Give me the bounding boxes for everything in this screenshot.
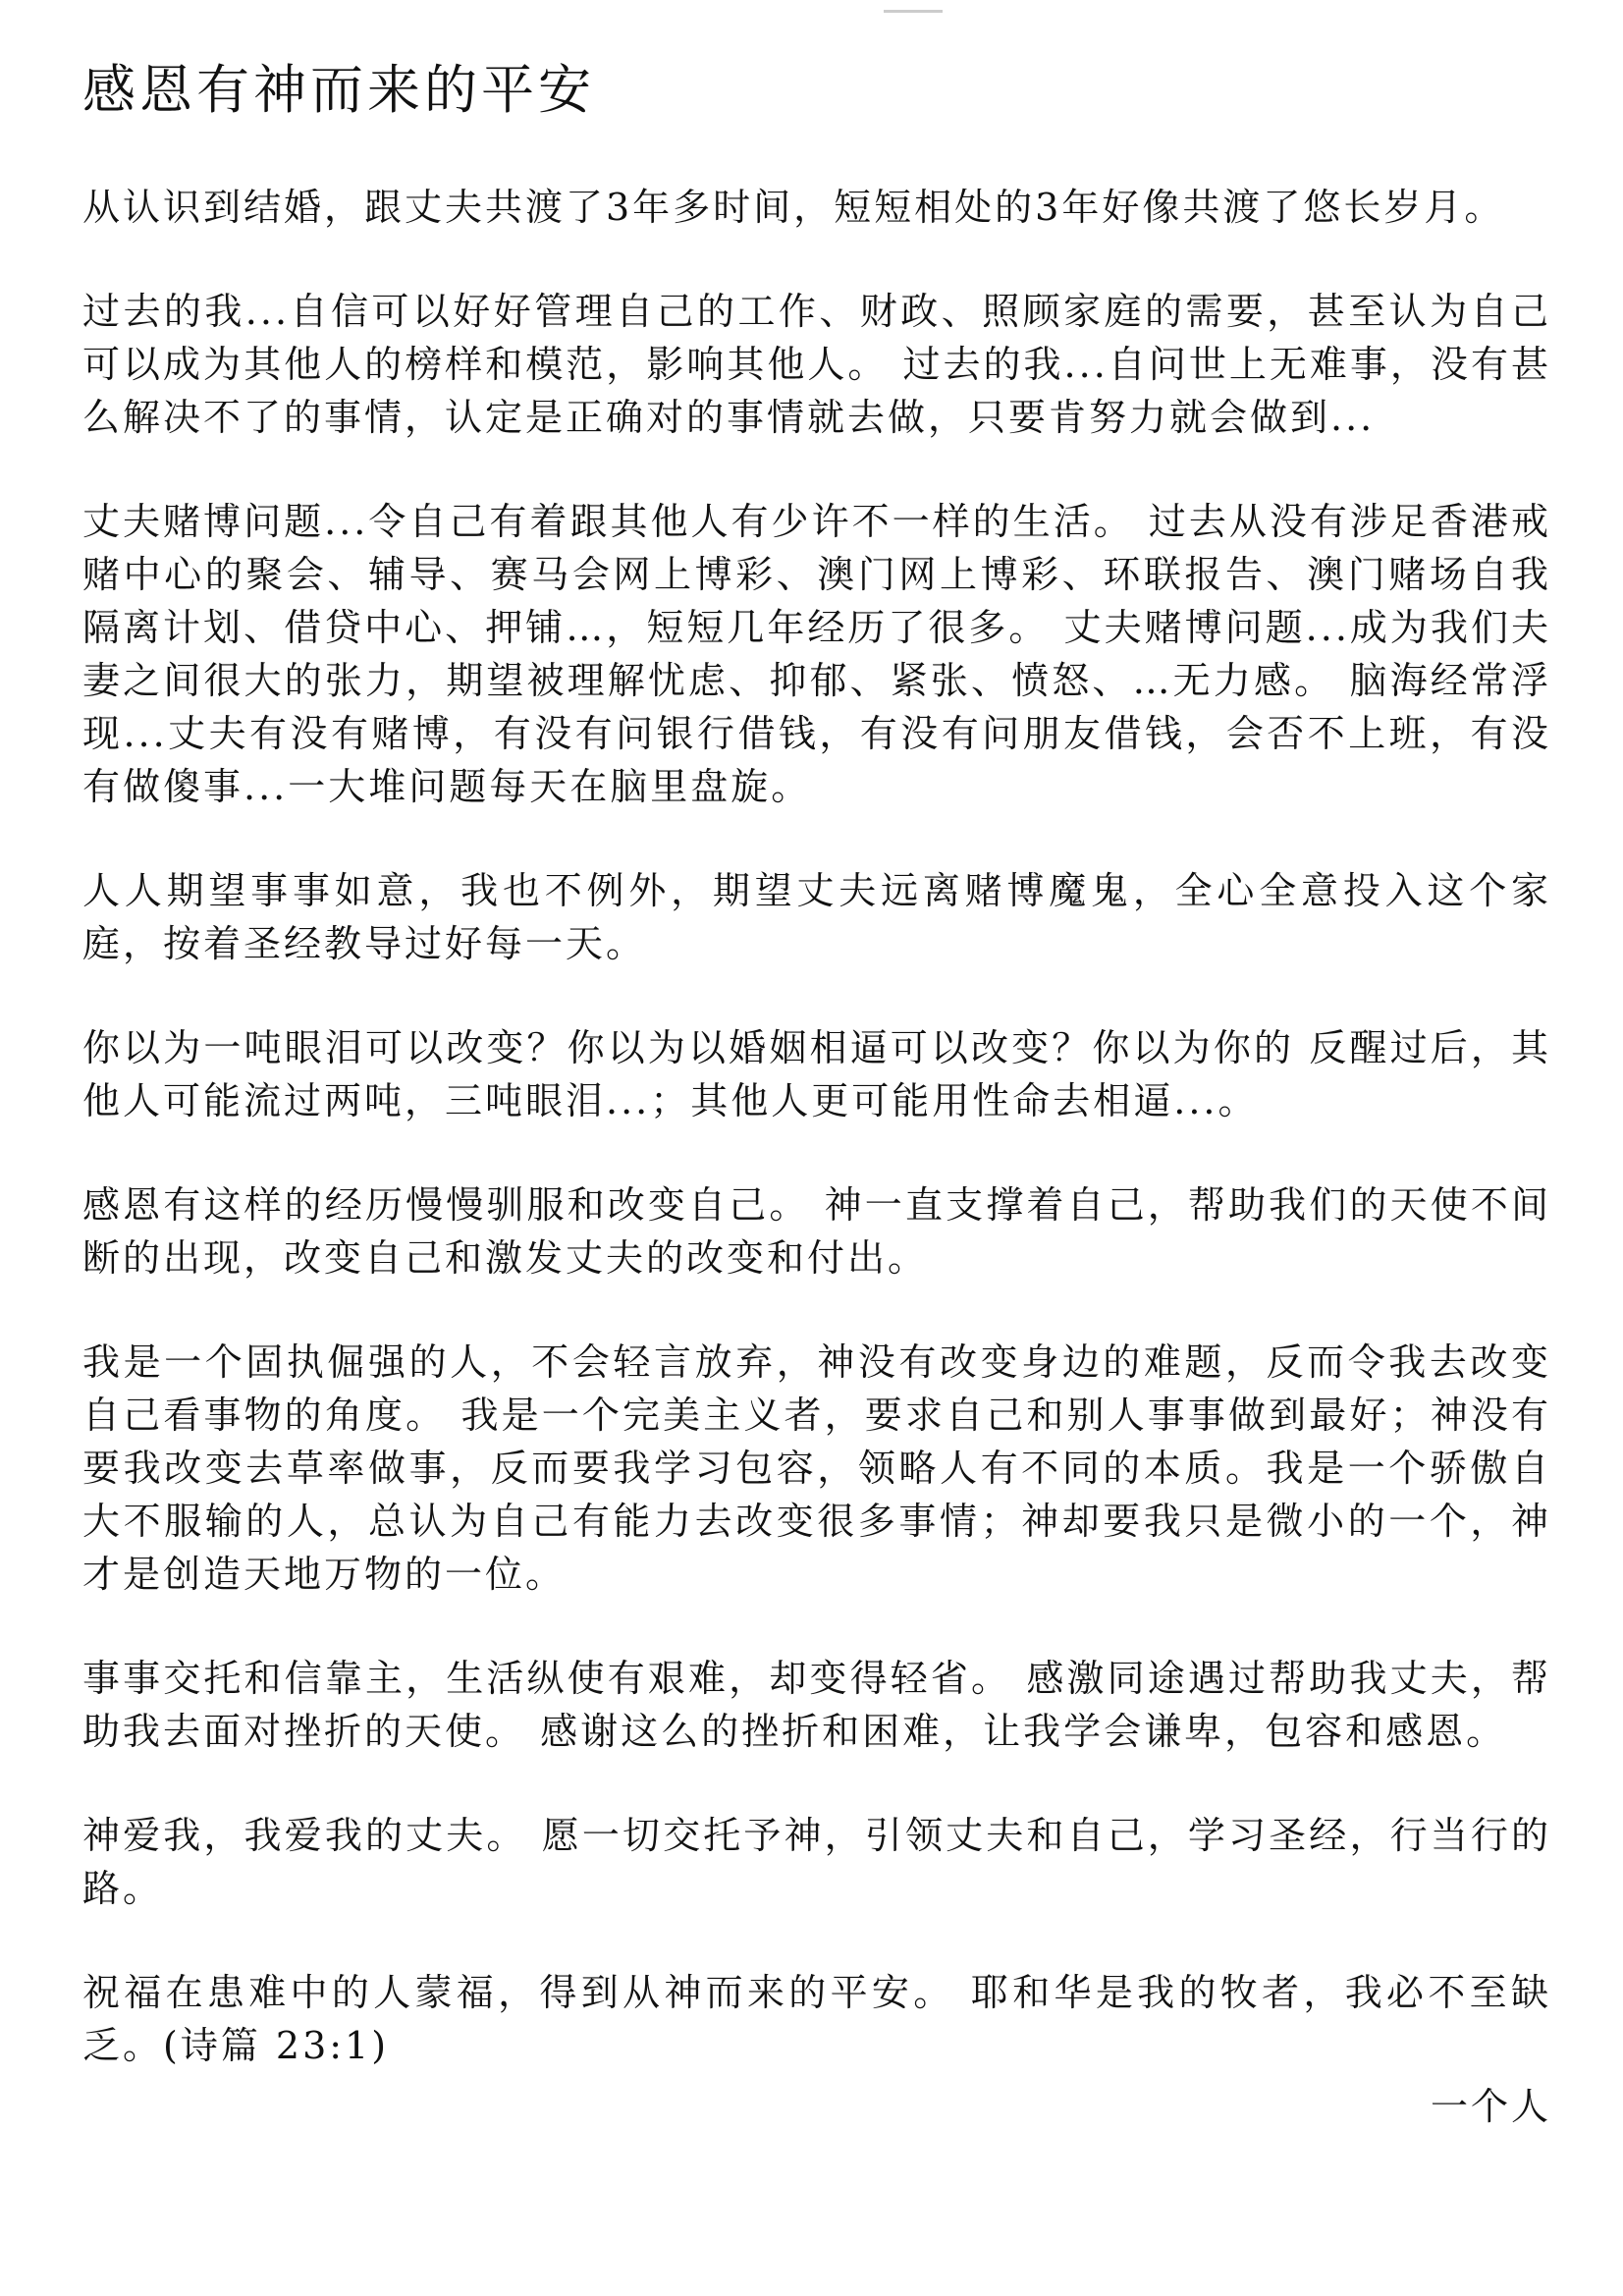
- paragraph-8: 事事交托和信靠主，生活纵使有艰难，却变得轻省。 感激同途遇过帮助我丈夫，帮助我去面对挫折的天使。 感谢这么的挫折和困难，让我学会谦卑，包容和感恩。: [82, 1657, 1551, 1753]
- document-page: [82, 51, 1551, 2133]
- paragraph-5: 你以为一吨眼泪可以改变？你以为以婚姻相逼可以改变？你以为你的 反醒过后，其他人可能流过两吨，三吨眼泪...；其他人更可能用性命去相逼...。: [82, 1026, 1551, 1122]
- paragraph-2: 过去的我...自信可以好好管理自己的工作、财政、照顾家庭的需要，甚至认为自己可以成为其他人的榜样和模范，影响其他人。 过去的我...自问世上无难事，没有甚么解决不了的事情，认定是正确对的事情就去做，只要肯努力就会做到...: [82, 290, 1551, 439]
- document-title: 感恩有神而来的平安: [82, 59, 595, 121]
- paragraph-4: 人人期望事事如意，我也不例外，期望丈夫远离赌博魔鬼，全心全意投入这个家庭，按着圣经教导过好每一天。: [82, 869, 1551, 965]
- paragraph-6: 感恩有这样的经历慢慢驯服和改变自己。 神一直支撑着自己，帮助我们的天使不间断的出现，改变自己和激发丈夫的改变和付出。: [82, 1183, 1551, 1280]
- signature: 一个人: [1430, 2085, 1551, 2128]
- paragraph-10: 祝福在患难中的人蒙福，得到从神而来的平安。 耶和华是我的牧者，我必不至缺乏。(诗篇 23:1): [82, 1971, 1551, 2067]
- scan-artifact: [884, 10, 943, 13]
- paragraph-9: 神爱我，我爱我的丈夫。 愿一切交托予神，引领丈夫和自己，学习圣经，行当行的路。: [82, 1814, 1551, 1910]
- paragraph-3: 丈夫赌博问题...令自己有着跟其他人有少许不一样的生活。 过去从没有涉足香港戒赌中心的聚会、辅导、赛马会网上博彩、澳门网上博彩、环联报告、澳门赌场自我隔离计划、借贷中心、押铺…，短短几年经历了很多。 丈夫赌博问题...成为我们夫妻之间很大的张力，期望被理解忧虑、抑郁、紧张、愤怒、…无力感。 脑海经常浮现...丈夫有没有赌博，有没有问银行借钱，有没有问朋友借钱，会否不上班，有没有做傻事...一大堆问题每天在脑里盘旋。: [82, 500, 1551, 808]
- paragraph-1: 从认识到结婚，跟丈夫共渡了3年多时间，短短相处的3年好像共渡了悠长岁月。: [82, 186, 1505, 229]
- paragraph-7: 我是一个固执倔强的人，不会轻言放弃，神没有改变身边的难题，反而令我去改变自己看事物的角度。 我是一个完美主义者，要求自己和别人事事做到最好；神没有要我改变去草率做事，反而要我学习包容，领略人有不同的本质。我是一个骄傲自大不服输的人，总认为自己有能力去改变很多事情；神却要我只是微小的一个，神才是创造天地万物的一位。: [82, 1340, 1551, 1596]
